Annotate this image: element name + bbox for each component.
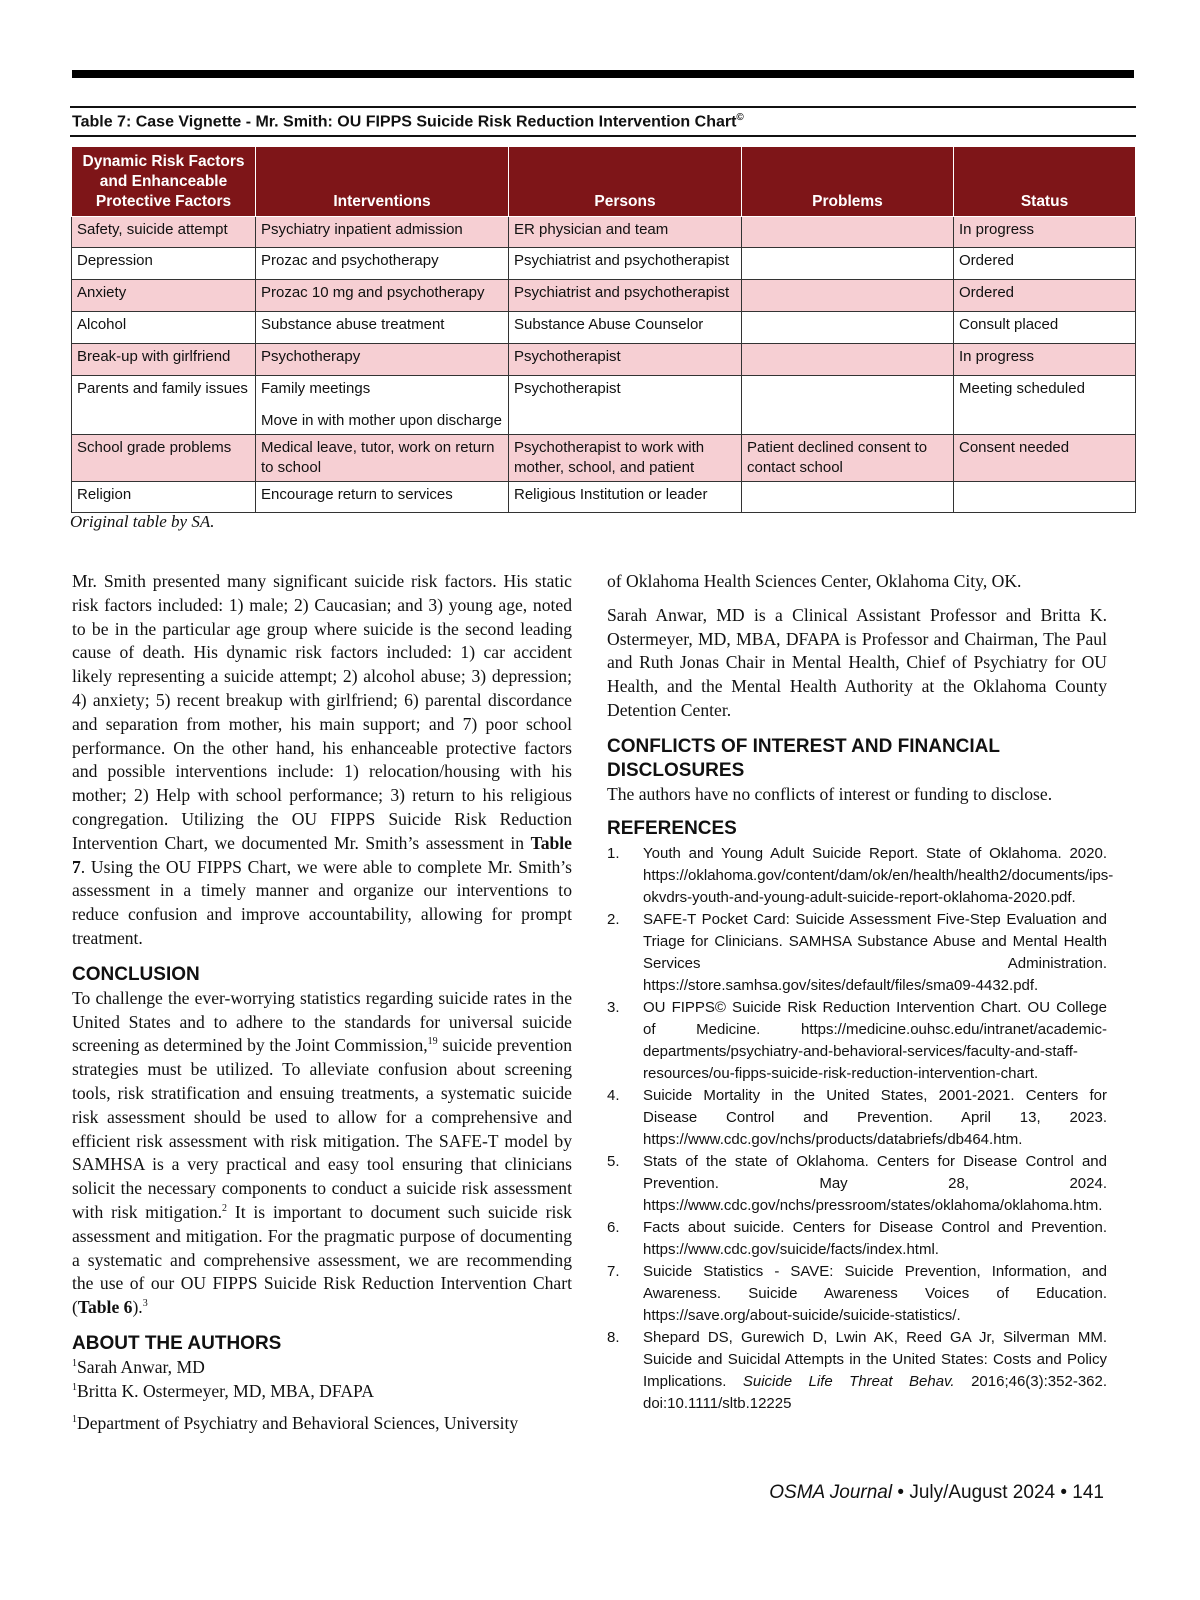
- reference-item: 5. Stats of the state of Oklahoma. Centers for Disease Control and Prevention. May 28, 2024. https://www.cdc.gov/nchs/pressroom/states/oklahoma/oklahoma.htm.: [607, 1152, 1107, 1214]
- table-caption-rule: [70, 135, 1136, 137]
- cell-intervention: Psychotherapy: [256, 344, 509, 376]
- intervention-table: [71, 146, 1136, 513]
- cell-problem: [742, 248, 954, 280]
- page-footer: [769, 1482, 1104, 1504]
- cell-factor: Parents and family issues: [72, 376, 256, 435]
- table-row: [72, 280, 1136, 312]
- reference-item: 6. Facts about suicide. Centers for Disease Control and Prevention. https://www.cdc.gov/suicide/facts/index.html.: [607, 1218, 1107, 1258]
- table-source-note: Original table by SA.: [70, 512, 215, 531]
- page-number: 141: [1072, 1482, 1104, 1503]
- journal-issue: July/August 2024: [909, 1482, 1056, 1503]
- author-line: $^1$Sarah Anwar, MD: [72, 1356, 205, 1377]
- cell-intervention: Prozac 10 mg and psychotherapy: [256, 280, 509, 312]
- cell-status: Consent needed: [954, 435, 1136, 482]
- header-risk-factors: Dynamic Risk Factors and Enhanceable Protective Factors: [72, 147, 256, 217]
- cell-person: Psychotherapist: [509, 344, 742, 376]
- cell-person: Psychotherapist to work with mother, school, and patient: [509, 435, 742, 482]
- left-column: [72, 570, 572, 1435]
- coi-heading: CONFLICTS OF INTEREST AND FINANCIAL DISCLOSURES: [607, 735, 1000, 781]
- cell-person: ER physician and team: [509, 217, 742, 248]
- cell-factor: Religion: [72, 482, 256, 513]
- table-row: [72, 482, 1136, 513]
- right-column: [607, 570, 1114, 1415]
- footer-separator: •: [1060, 1482, 1068, 1503]
- cell-intervention: [256, 376, 509, 435]
- header-persons: Persons: [509, 147, 742, 217]
- cell-factor: Break-up with girlfriend: [72, 344, 256, 376]
- cell-factor: Anxiety: [72, 280, 256, 312]
- reference-item: 1. Youth and Young Adult Suicide Report. State of Oklahoma. 2020. https://oklahoma.gov/content/dam/ok/en/health/health2/documents/ips-okvdrs-youth-and-young-adult-suicide-report-oklahoma-2020.pdf.: [607, 844, 1114, 906]
- cell-problem: Patient declined consent to contact school: [742, 435, 954, 482]
- about-authors-heading: ABOUT THE AUTHORS: [72, 1332, 282, 1354]
- cell-person: Psychiatrist and psychotherapist: [509, 248, 742, 280]
- cell-status: In progress: [954, 217, 1136, 248]
- reference-item: 4. Suicide Mortality in the United States, 2001-2021. Centers for Disease Control and Prevention. April 13, 2023. https://www.cdc.gov/nchs/products/databriefs/db464.htm.: [607, 1086, 1107, 1148]
- reference-item: 7. Suicide Statistics - SAVE: Suicide Prevention, Information, and Awareness. Suicide Awareness Voices of Education. https://save.org/about-suicide/suicide-statistics/.: [607, 1262, 1107, 1324]
- table-row: [72, 312, 1136, 344]
- case-paragraph: Mr. Smith presented many significant suicide risk factors. His static risk factors included: 1) male; 2) Caucasian; and 3) young age, noted to be in the particular age group where suicide is the second leading cause of death. His dynamic risk factors included: 1) car accident likely representing a suicide attempt; 2) alcohol abuse; 3) depression; 4) anxiety; 5) recent breakup with girlfriend; 6) parental discordance and separation from mother, his main support; and 7) poor school performance. On the other hand, his enhanceable protective factors and possible interventions include: 1) relocation/housing with his mother; 2) Help with school performance; 3) return to his religious congregation. Utilizing the OU FIPPS Suicide Risk Reduction Intervention Chart, we documented Mr. Smith’s assessment in Table 7. Using the OU FIPPS Chart, we were able to complete Mr. Smith’s assessment in a timely manner and organize our interventions to reduce confusion and improve accountability, allowing for prompt treatment.: [72, 571, 572, 948]
- cell-problem: [742, 217, 954, 248]
- cell-status: Ordered: [954, 248, 1136, 280]
- references-heading: REFERENCES: [607, 817, 737, 839]
- cell-problem: [742, 280, 954, 312]
- conclusion-paragraph: To challenge the ever-worrying statistics regarding suicide rates in the United States and to adhere to the standards for universal suicide screening as determined by the Joint Commission,$^{19}$ suicide prevention strategies must be utilized. To alleviate confusion about screening tools, risk stratification and ensuing treatments, a systematic suicide risk assessment should be used to allow for a comprehensive and efficient risk assessment with risk mitigation. The SAFE-T model by SAMHSA is a very practical and easy tool ensuring that clinicians solicit the necessary components to conduct a suicide risk assessment with risk mitigation.$^2$ It is important to document such suicide risk assessment and mitigation. For the pragmatic purpose of documenting a systematic and comprehensive assessment, we are recommending the use of our OU FIPPS Suicide Risk Reduction Intervention Chart (Table 6).$^3$: [72, 987, 573, 1318]
- cell-intervention: Prozac and psychotherapy: [256, 248, 509, 280]
- header-interventions: Interventions: [256, 147, 509, 217]
- cell-problem: [742, 482, 954, 513]
- cell-factor: Alcohol: [72, 312, 256, 344]
- references-list: [607, 843, 1114, 1415]
- author-line: $^1$Britta K. Ostermeyer, MD, MBA, DFAPA: [72, 1380, 374, 1401]
- cell-factor: Safety, suicide attempt: [72, 217, 256, 248]
- cell-factor: School grade problems: [72, 435, 256, 482]
- cell-intervention: Psychiatry inpatient admission: [256, 217, 509, 248]
- cell-status: [954, 482, 1136, 513]
- coi-text: The authors have no conflicts of interest or funding to disclose.: [607, 783, 1053, 804]
- table-row: [72, 376, 1136, 435]
- cell-person: Psychotherapist: [509, 376, 742, 435]
- conclusion-heading: CONCLUSION: [72, 963, 200, 985]
- cell-status: Consult placed: [954, 312, 1136, 344]
- table-row: [72, 435, 1136, 482]
- affiliation-line: $^1$Department of Psychiatry and Behavioral Sciences, University: [72, 1412, 519, 1433]
- cell-status: Ordered: [954, 280, 1136, 312]
- footer-separator: •: [897, 1482, 905, 1503]
- reference-item: 3. OU FIPPS© Suicide Risk Reduction Intervention Chart. OU College of Medicine. https://medicine.ouhsc.edu/intranet/academic-departments/psychiatry-and-behavioral-services/faculty-and-staff-resources/ou-fipps-suicide-risk-reduction-intervention-chart.: [607, 998, 1107, 1082]
- reference-item: 2. SAFE-T Pocket Card: Suicide Assessment Five-Step Evaluation and Triage for Clinicians. SAMHSA Substance Abuse and Mental Health Services Administration. https://store.samhsa.gov/sites/default/files/sma09-4432.pdf.: [607, 910, 1107, 994]
- journal-name: OSMA Journal: [769, 1482, 893, 1503]
- author-bio: Sarah Anwar, MD is a Clinical Assistant Professor and Britta K. Ostermeyer, MD, MBA, DFAPA is Professor and Chairman, The Paul and Ruth Jonas Chair in Mental Health, Chief of Psychiatry for OU Health, and the Mental Health Authority at the Oklahoma County Detention Center.: [607, 604, 1107, 720]
- cell-problem: [742, 376, 954, 435]
- cell-person: Substance Abuse Counselor: [509, 312, 742, 344]
- table-top-rule: [70, 106, 1136, 108]
- cell-status: In progress: [954, 344, 1136, 376]
- cell-intervention: Substance abuse treatment: [256, 312, 509, 344]
- cell-intervention: Encourage return to services: [256, 482, 509, 513]
- table-caption: Table 7: Case Vignette - Mr. Smith: OU FIPPS Suicide Risk Reduction Intervention Chart©: [72, 112, 744, 131]
- reference-item: 8. Shepard DS, Gurewich D, Lwin AK, Reed GA Jr, Silverman MM. Suicide and Suicidal Attempts in the United States: Costs and Policy Implications. Suicide Life Threat Behav. 2016;46(3):352-362. doi:10.1111/sltb.12225: [607, 1328, 1108, 1412]
- cell-problem: [742, 312, 954, 344]
- table-row: [72, 344, 1136, 376]
- intervention-line-extra: Move in with mother upon discharge: [261, 412, 502, 429]
- cell-intervention: Medical leave, tutor, work on return to school: [256, 435, 509, 482]
- header-status: Status: [954, 147, 1136, 217]
- cell-problem: [742, 344, 954, 376]
- table-row: [72, 217, 1136, 248]
- cell-person: Psychiatrist and psychotherapist: [509, 280, 742, 312]
- intervention-line: Family meetings: [261, 380, 371, 397]
- table-row: [72, 248, 1136, 280]
- cell-factor: Depression: [72, 248, 256, 280]
- cell-status: Meeting scheduled: [954, 376, 1136, 435]
- top-rule: [72, 70, 1134, 78]
- header-problems: Problems: [742, 147, 954, 217]
- affiliation-continued: of Oklahoma Health Sciences Center, Oklahoma City, OK.: [607, 571, 1022, 591]
- cell-person: Religious Institution or leader: [509, 482, 742, 513]
